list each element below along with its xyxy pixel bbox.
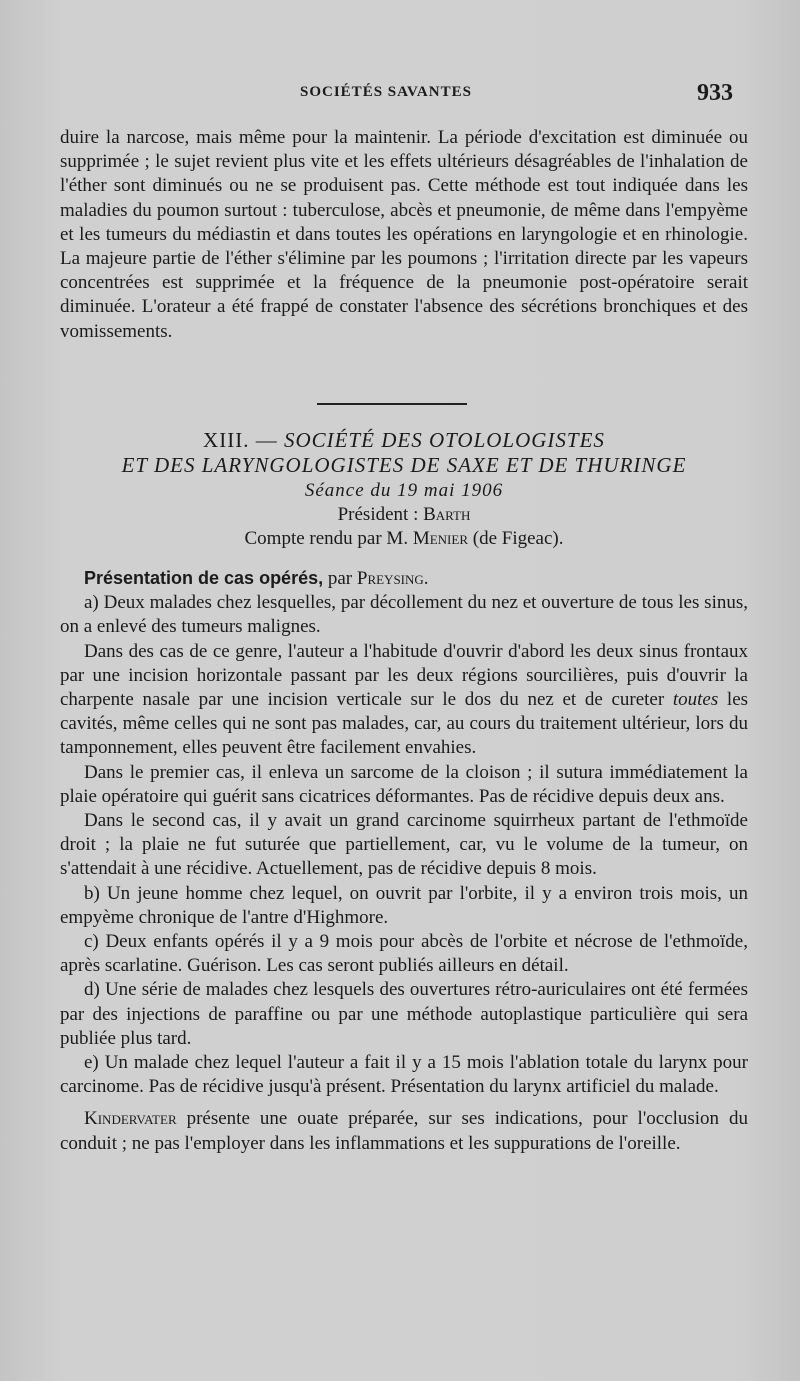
running-title: SOCIÉTÉS SAVANTES [300, 84, 472, 100]
cases-block [60, 566, 748, 1156]
president-label: Président : [337, 504, 419, 525]
section-title-line2: ET DES LARYNGOLOGISTES DE SAXE ET DE THURINGE [121, 453, 687, 477]
case-first: Dans le premier cas, il enleva un sarcome de la cloison ; il sutura immédiatement la plaie opératoire qui guérit sans cicatrices déformantes. Pas de récidive depuis deux ans. [60, 761, 748, 807]
report-line [60, 527, 748, 551]
section-title-line1 [60, 428, 748, 453]
section-title-part1: SOCIÉTÉ DES OTOLOLOGISTES [283, 428, 605, 452]
report-prefix: Compte rendu par M. [244, 528, 409, 549]
page-number: 933 [697, 80, 733, 106]
report-suffix: (de Figeac). [472, 528, 564, 549]
case-a-details [60, 640, 748, 761]
case-second: Dans le second cas, il y avait un grand carcinome squirrheux partant de l'ethmoïde droit ; la plaie ne fut suturée que partiellement, car, vu le volume de la tumeur, on s'attendait à une récidive. Actuellement, pas de récidive depuis 8 mois. [60, 810, 748, 880]
reporter-name: Menier [412, 528, 468, 549]
session-date: Séance du 19 mai 1906 [304, 480, 504, 501]
case-e: e) Un malade chez lequel l'auteur a fait il y a 15 mois l'ablation totale du larynx pour carcinome. Pas de récidive jusqu'à présent. Présentation du larynx artificiel du malade. [60, 1052, 748, 1098]
president-line [60, 503, 748, 527]
case-d: d) Une série de malades chez lesquels des ouvertures rétro-auriculaires ont été fermées par des injections de paraffine ou par une méthode autoplastique particulière qui sera publiée plus tard. [60, 979, 748, 1049]
cases-title-by: par [327, 568, 353, 589]
kindervater-text: présente une ouate préparée, sur ses indications, pour l'occlusion du conduit ; ne pas l'employer dans les inflammations et les suppurations de l'oreille. [60, 1108, 749, 1154]
section-number: XIII. — [203, 428, 278, 452]
paragraph-gap [60, 1099, 748, 1107]
case-a-details-start: Dans des cas de ce genre, l'auteur a l'habitude d'ouvrir d'abord les deux sinus frontaux par une incision horizontale passant par les deux régions sourcilières, puis d'ouvrir la charpente nasale par une incision verticale sur le dos du nez et de cureter [60, 640, 748, 711]
section-heading [60, 428, 748, 551]
case-a-details-end: les cavités, même celles qui ne sont pas malades, car, au cours du traitement ultérieur, lors du tamponnement, elles peuvent être facilement envahies. [60, 689, 749, 759]
kindervater-name: Kindervater [84, 1108, 177, 1130]
kindervater-paragraph [60, 1107, 748, 1155]
cases-title-text: Présentation de cas opérés, [84, 568, 324, 588]
cases-author: Preysing. [356, 568, 429, 589]
case-c: c) Deux enfants opérés il y a 9 mois pour abcès de l'orbite et nécrose de l'ethmoïde, après scarlatine. Guérison. Les cas seront publiés ailleurs en détail. [60, 931, 748, 977]
case-a: a) Deux malades chez lesquelles, par décollement du nez et ouverture de tous les sinus, on a enlevé des tumeurs malignes. [60, 592, 748, 638]
case-a-details-em: toutes [672, 689, 719, 711]
case-b: b) Un jeune homme chez lequel, on ouvrit par l'orbite, il y a environ trois mois, un empyème chronique de l'antre d'Highmore. [60, 882, 748, 928]
cases-title [60, 566, 748, 591]
intro-text [60, 126, 748, 344]
section-divider [317, 403, 467, 405]
president-name: Barth [423, 504, 471, 525]
intro-paragraph: duire la narcose, mais même pour la maintenir. La période d'excitation est diminuée ou supprimée ; le sujet revient plus vite et les effets ultérieurs désagréables de l'inhalation de l'éther sont diminués ou ne se produisent pas. Cette méthode est tout indiquée dans les maladies du poumon surtout : tuberculose, abcès et pneumonie, de même dans l'empyème et les tumeurs du médiastin et dans toutes les opérations en laryngologie et en rhinologie. La majeure partie de l'éther s'élimine par les poumons ; l'irritation directe par les vapeurs concentrées est supprimée et la fréquence de la pneumonie post-opératoire serait diminuée. L'orateur a été frappé de constater l'absence des sécrétions bronchiques et des vomissements. [60, 127, 748, 342]
